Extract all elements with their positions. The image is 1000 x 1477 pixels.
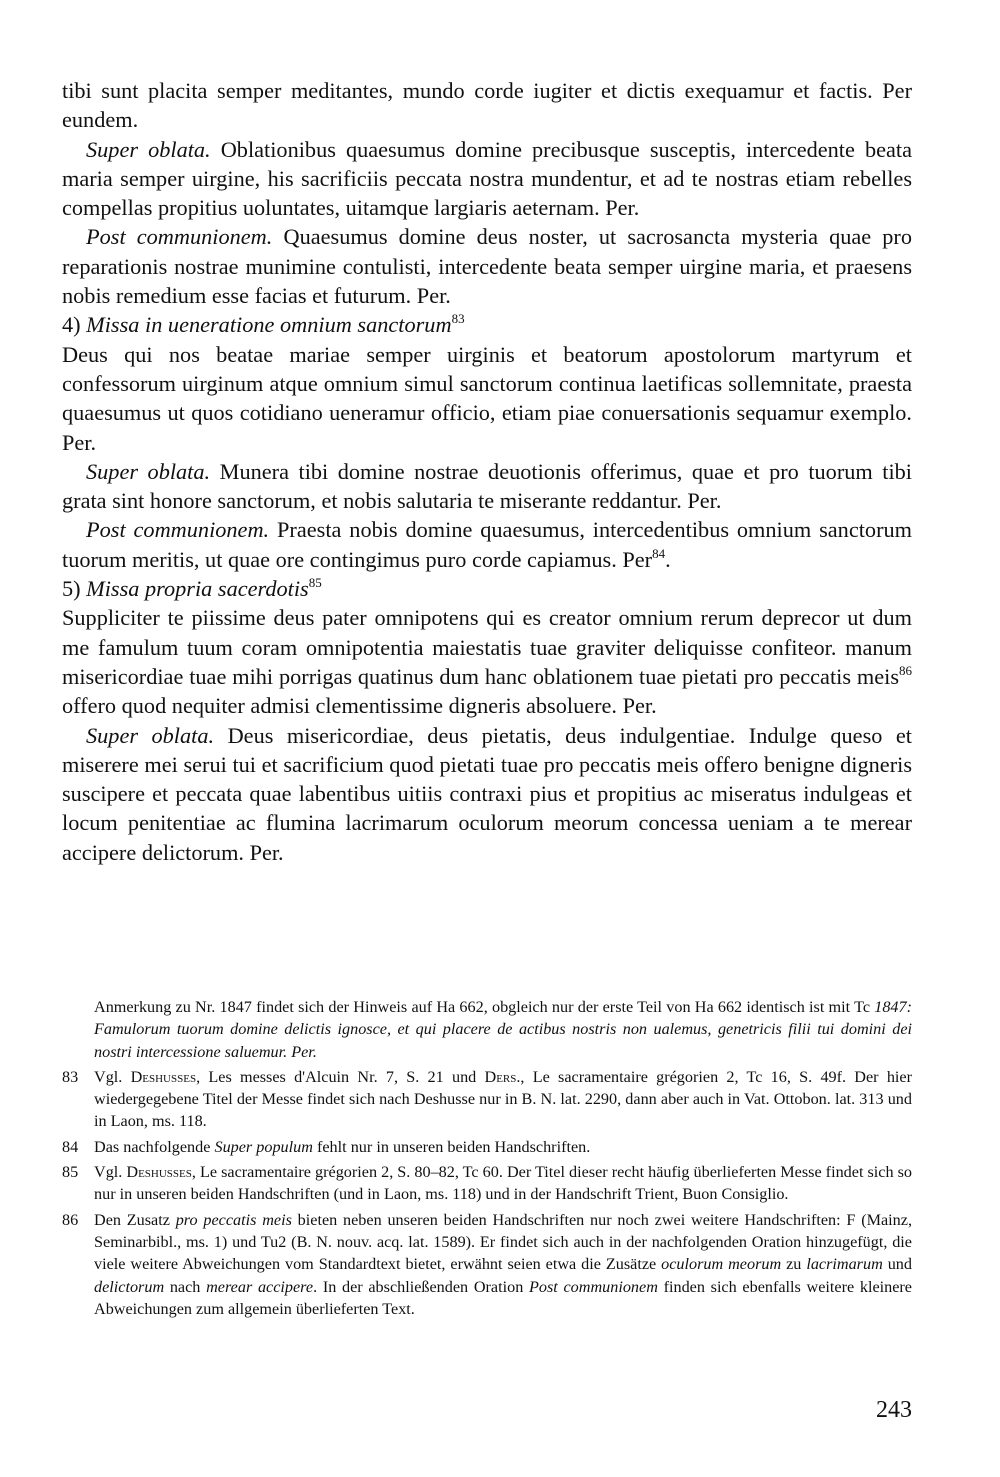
section-title: Missa propria sacerdotis bbox=[86, 576, 309, 602]
rubric-label: Post communionem. bbox=[86, 224, 273, 250]
paragraph-continuation: tibi sunt placita semper meditantes, mundo corde iugiter et dictis exequamur et factis. Per eundem. bbox=[62, 78, 912, 133]
footnote-84: 84 Das nachfolgende Super populum fehlt nur in unseren beiden Handschriften. bbox=[62, 1136, 912, 1158]
page-number: 243 bbox=[876, 1397, 912, 1423]
footnote-85: 85 Vgl. Deshusses, Le sacramentaire grégorien 2, S. 80–82, Tc 60. Der Titel dieser recht häufig überlieferten Messe findet sich so nur in unseren beiden Handschriften (und in Laon, ms. 118) und in der Handschrift Trient, Buon Consiglio. bbox=[62, 1163, 913, 1204]
footnote-number: 83 bbox=[62, 1067, 79, 1086]
section-heading-4: 4) Missa in ueneratione omnium sanctorum$^{83}$ bbox=[62, 311, 465, 338]
footnote-86: 86 Den Zusatz pro peccatis meis bieten neben unseren beiden Handschriften nur noch zwei weitere Handschriften: F (Mainz, Seminarbibl., ms. 1) und Tu2 (B. N. nouv. acq. lat. 1589). Er findet sich auch in der nachfolgenden Oration hinzugefügt, die viele weitere Abweichungen vom Standardtext bietet, erwähnt seien etwa die Zusätze oculorum meorum zu lacrimarum und delictorum nach merear accipere. In der abschließenden Oration Post communionem finden sich ebenfalls weitere kleinere Abweichungen zum allgemein überlieferten Text. bbox=[62, 1210, 912, 1318]
paragraph-oratio: Deus qui nos beatae mariae semper uirginis et beatorum apostolorum martyrum et confessorum uirginum atque omnium simul sanctorum continua laetificas sollemnitate, praesta quaesumus ut quos cotidiano ueneramur officio, etiam piae conuersationis sequamur exemplo. Per. bbox=[62, 341, 912, 455]
footnote-number: 86 bbox=[62, 1210, 79, 1229]
footnotes bbox=[62, 996, 912, 1323]
paragraph-super-oblata: Super oblata. Deus misericordiae, deus pietatis, deus indulgentiae. Indulge queso et miserere mei serui tui et sacrificium quod pietati tuae pro peccatis meis offero benigne digneris suscipere et peccata quae labentibus uitiis contraxi pius et propitius ac miseratus indulgeas et locum penitentiae ac flumina lacrimarum oculorum meorum concessa ueniam a te merear accipere delictorum. Per. bbox=[62, 722, 912, 865]
section-title: Missa in ueneratione omnium sanctorum bbox=[86, 312, 452, 338]
rubric-label: Super oblata. bbox=[86, 722, 215, 748]
main-text bbox=[62, 76, 912, 867]
footnote-ref: 86 bbox=[899, 662, 912, 678]
footnote-number: 84 bbox=[62, 1137, 79, 1156]
rubric-label: Post communionem. bbox=[86, 517, 270, 543]
footnote-number: 85 bbox=[62, 1163, 79, 1182]
section-heading-5: 5) Missa propria sacerdotis$^{85}$ bbox=[62, 575, 322, 602]
footnote-ref: 85 bbox=[308, 575, 322, 591]
paragraph-oratio: Suppliciter te piissime deus pater omnipotens qui es creator omnium rerum deprecor ut dum me famulum tuum coram omnipotentia maiestatis tuae graviter deliquisse confiteor. manum misericordiae tuae mihi porrigas quatinus dum hanc oblationem tuae pietati pro peccatis meis$^{86}$ offero quod nequiter admisi clementissime digneris absoluere. Per. bbox=[62, 605, 912, 719]
paragraph-super-oblata: Super oblata. Munera tibi domine nostrae deuotionis offerimus, quae et pro tuorum tibi grata sint honore sanctorum, et nobis salutaria te miserante reddantur. Per. bbox=[62, 458, 912, 514]
rubric-label: Super oblata. bbox=[86, 136, 211, 162]
paragraph-super-oblata: Super oblata. Oblationibus quaesumus domine precibusque susceptis, intercedente beata maria semper uirgine, his sacrificiis peccata nostra mundentur, et ad te nostras etiam rebelles compellas propitius uoluntates, uitamque largiaris aeternam. Per. bbox=[62, 136, 912, 221]
footnote-ref: 84 bbox=[652, 545, 666, 561]
footnote-83: 83 Vgl. Deshusses, Les messes d'Alcuin Nr. 7, S. 21 und Ders., Le sacramentaire grégorien 2, Tc 16, S. 49f. Der hier wiedergegebene Titel der Messe findet sich nach Deshusse nur in B. N. lat. 2290, dann aber auch in Vat. Ottobon. lat. 313 und in Laon, ms. 118. bbox=[62, 1067, 912, 1131]
footnote-ref: 83 bbox=[451, 311, 465, 327]
paragraph-post-communionem: Post communionem. Praesta nobis domine quaesumus, intercedentibus omnium sanctorum tuorum meritis, ut quae ore contingimus puro corde capiamus. Per$^{84}$. bbox=[62, 517, 912, 572]
paragraph-post-communionem: Post communionem. Quaesumus domine deus noster, ut sacrosancta mysteria quae pro reparationis nostrae munimine contulisti, intercedente beata semper uirgine maria, et praesens nobis remedium esse facias et futurum. Per. bbox=[62, 224, 913, 309]
rubric-label: Super oblata. bbox=[86, 458, 211, 484]
footnote-continuation: Anmerkung zu Nr. 1847 findet sich der Hinweis auf Ha 662, obgleich nur der erste Teil von Ha 662 identisch ist mit Tc 1847: Famulorum tuorum domine delictis ignosce, et qui placere de actibus nostris non ualemus, genetricis filii tui domini dei nostri intercessione saluemur. Per. bbox=[94, 998, 912, 1061]
